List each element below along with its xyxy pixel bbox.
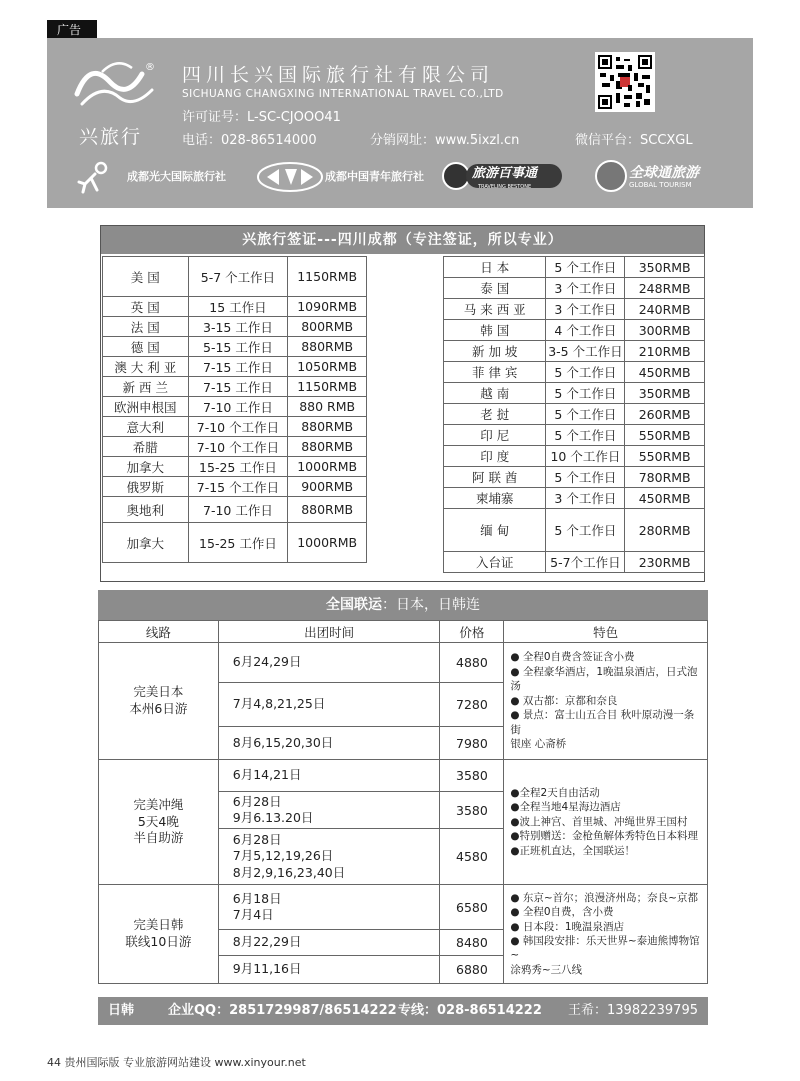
runner-icon bbox=[75, 160, 115, 194]
tour-feature-line: ●全程2天自由活动 bbox=[510, 786, 600, 799]
tour-features bbox=[504, 643, 708, 760]
tour-dates bbox=[218, 956, 440, 984]
visa-country: 新 西 兰 bbox=[103, 377, 189, 397]
ad-label: 广告 bbox=[47, 20, 97, 40]
tour-price: 4880 bbox=[440, 643, 504, 683]
visa-duration: 7-10 个工作日 bbox=[188, 437, 288, 457]
visa-price: 1150RMB bbox=[288, 257, 367, 297]
contact-hotline: 专线：028-86514222 bbox=[398, 1003, 542, 1018]
visa-price: 1150RMB bbox=[288, 377, 367, 397]
visa-country: 奥地利 bbox=[103, 497, 189, 523]
visa-duration: 5 个工作日 bbox=[546, 383, 625, 404]
tour-feature-line: ● 景点：富士山五合目 秋叶原动漫一条街 bbox=[510, 709, 695, 736]
tour-route-line: 5天4晚 bbox=[137, 813, 179, 829]
visa-country: 德 国 bbox=[103, 337, 189, 357]
visa-price: 260RMB bbox=[625, 404, 705, 425]
visa-row bbox=[103, 523, 367, 563]
partner-baishitong bbox=[442, 160, 562, 192]
visa-row bbox=[444, 362, 705, 383]
visa-section bbox=[100, 225, 705, 582]
visa-country: 俄罗斯 bbox=[103, 477, 189, 497]
visa-row bbox=[444, 446, 705, 467]
visa-row bbox=[103, 297, 367, 317]
registered-mark: ® bbox=[145, 62, 155, 73]
contact-bar bbox=[98, 997, 708, 1025]
col-route: 线路 bbox=[99, 621, 219, 643]
visa-country: 菲 律 宾 bbox=[444, 362, 546, 383]
visa-country: 入台证 bbox=[444, 552, 546, 573]
baishitong-sub: TRAVELING BESTONE bbox=[478, 184, 532, 190]
tour-features bbox=[504, 885, 708, 984]
partner-logos bbox=[47, 160, 753, 192]
visa-row bbox=[444, 552, 705, 573]
visa-duration: 4 个工作日 bbox=[546, 320, 625, 341]
tour-route-line: 半自助游 bbox=[133, 830, 184, 846]
tour-feature-line: ●全程当地4星海边酒店 bbox=[510, 801, 621, 814]
company-banner bbox=[47, 38, 753, 208]
tour-route-line: 联线10日游 bbox=[125, 934, 192, 949]
tour-price: 8480 bbox=[440, 930, 504, 956]
visa-duration: 5-15 工作日 bbox=[188, 337, 288, 357]
tour-feature-line: ● 日本段：1晚温泉酒店 bbox=[510, 920, 625, 933]
visa-country: 新 加 坡 bbox=[444, 341, 546, 362]
tour-row bbox=[99, 760, 708, 792]
tour-date-line: 7月5,12,19,26日 bbox=[232, 848, 334, 864]
visa-price: 880RMB bbox=[288, 417, 367, 437]
global-tourism-sub: GLOBAL TOURISM bbox=[629, 181, 692, 189]
visa-price: 880RMB bbox=[288, 337, 367, 357]
visa-duration: 5 个工作日 bbox=[546, 467, 625, 488]
tour-date-line: 8月6,15,20,30日 bbox=[232, 734, 334, 750]
visa-duration: 3-15 工作日 bbox=[188, 317, 288, 337]
visa-duration: 3 个工作日 bbox=[546, 488, 625, 509]
visa-row bbox=[444, 257, 705, 278]
visa-row bbox=[103, 397, 367, 417]
tour-feature-line: 涂鸦秀~三八线 bbox=[510, 963, 583, 976]
col-price: 价格 bbox=[440, 621, 504, 643]
tour-route-line: 本州6日游 bbox=[129, 701, 188, 716]
visa-country: 越 南 bbox=[444, 383, 546, 404]
logo-name: 兴旅行 bbox=[79, 126, 143, 148]
visa-row bbox=[444, 341, 705, 362]
visa-country: 柬埔寨 bbox=[444, 488, 546, 509]
tour-price: 7280 bbox=[440, 683, 504, 727]
tour-date-line: 7月4,8,21,25日 bbox=[232, 696, 326, 712]
tour-title bbox=[98, 590, 708, 620]
visa-price: 1000RMB bbox=[288, 523, 367, 563]
tour-date-line: 7月4日 bbox=[232, 907, 274, 922]
col-dates: 出团时间 bbox=[218, 621, 440, 643]
contact-qq: 企业QQ：2851729987/86514222 bbox=[168, 1003, 397, 1018]
visa-price: 880 RMB bbox=[288, 397, 367, 417]
tour-date-line: 9月11,16日 bbox=[232, 961, 302, 977]
visa-price: 240RMB bbox=[625, 299, 705, 320]
tour-feature-line: ● 双古都：京都和奈良 bbox=[510, 694, 618, 707]
visa-price: 450RMB bbox=[625, 362, 705, 383]
page-footer: 44 贵州国际版 专业旅游网站建设 www.xinyour.net bbox=[47, 1056, 306, 1069]
visa-row bbox=[103, 477, 367, 497]
tour-dates bbox=[218, 727, 440, 760]
visa-duration: 15 工作日 bbox=[188, 297, 288, 317]
visa-row bbox=[444, 383, 705, 404]
tour-date-line: 6月24,29日 bbox=[232, 654, 302, 670]
visa-duration: 7-10 工作日 bbox=[188, 397, 288, 417]
visa-duration: 5-7个工作日 bbox=[546, 552, 625, 573]
baishitong-name: 旅游百事通 bbox=[466, 164, 562, 188]
company-name-en: SICHUANG CHANGXING INTERNATIONAL TRAVEL CO.,LTD bbox=[182, 88, 504, 100]
globe-icon bbox=[595, 160, 627, 192]
tour-date-line: 6月18日 bbox=[232, 890, 282, 906]
tour-route bbox=[99, 760, 219, 885]
tour-feature-line: ● 韩国段安排：乐天世界~泰迪熊博物馆~ bbox=[510, 935, 700, 962]
visa-price: 1000RMB bbox=[288, 457, 367, 477]
visa-duration: 5 个工作日 bbox=[546, 425, 625, 446]
tour-dates bbox=[218, 760, 440, 792]
visa-row bbox=[444, 278, 705, 299]
company-name-cn: 四川长兴国际旅行社有限公司 bbox=[182, 64, 495, 86]
tour-route-line: 完美日韩 bbox=[133, 917, 184, 933]
visa-country: 美 国 bbox=[103, 257, 189, 297]
tour-route bbox=[99, 885, 219, 984]
visa-price: 280RMB bbox=[625, 509, 705, 552]
visa-country: 加拿大 bbox=[103, 457, 189, 477]
visa-price: 248RMB bbox=[625, 278, 705, 299]
visa-country: 缅 甸 bbox=[444, 509, 546, 552]
visa-country: 阿 联 酋 bbox=[444, 467, 546, 488]
visa-price: 1050RMB bbox=[288, 357, 367, 377]
visa-country: 印 尼 bbox=[444, 425, 546, 446]
tour-row bbox=[99, 643, 708, 683]
tour-feature-line: ●波上神宫、首里城、冲绳世界王国村 bbox=[510, 815, 688, 828]
contact-person: 王希：13982239795 bbox=[568, 1003, 698, 1018]
visa-duration: 15-25 工作日 bbox=[188, 523, 288, 563]
visa-price: 880RMB bbox=[288, 437, 367, 457]
qr-code bbox=[595, 52, 655, 112]
cyts-emblem-icon bbox=[255, 160, 325, 194]
tour-feature-line: 银座 心斋桥 bbox=[510, 738, 567, 751]
tour-title-bold: 全国联运 bbox=[326, 597, 382, 613]
tour-route-line: 完美冲绳 bbox=[133, 796, 184, 812]
visa-price: 800RMB bbox=[288, 317, 367, 337]
visa-country: 马 来 西 亚 bbox=[444, 299, 546, 320]
tour-row bbox=[99, 885, 708, 930]
visa-row bbox=[103, 257, 367, 297]
visa-duration: 7-15 工作日 bbox=[188, 357, 288, 377]
tour-route-line: 完美日本 bbox=[133, 684, 184, 700]
visa-duration: 5 个工作日 bbox=[546, 362, 625, 383]
visa-country: 韩 国 bbox=[444, 320, 546, 341]
visa-row bbox=[103, 417, 367, 437]
tour-price: 7980 bbox=[440, 727, 504, 760]
visa-row bbox=[444, 299, 705, 320]
license-number: 许可证号：L-SC-CJOOO41 bbox=[182, 110, 341, 125]
tour-dates bbox=[218, 792, 440, 829]
visa-price: 550RMB bbox=[625, 425, 705, 446]
visa-row bbox=[444, 488, 705, 509]
tour-price: 6580 bbox=[440, 885, 504, 930]
visa-price: 880RMB bbox=[288, 497, 367, 523]
tour-features bbox=[504, 760, 708, 885]
visa-duration: 7-10 工作日 bbox=[188, 497, 288, 523]
visa-row bbox=[444, 425, 705, 446]
visa-duration: 7-15 个工作日 bbox=[188, 477, 288, 497]
visa-duration: 3 个工作日 bbox=[546, 299, 625, 320]
visa-title: 兴旅行签证---四川成都（专注签证，所以专业） bbox=[101, 226, 704, 254]
visa-table-left bbox=[102, 256, 367, 563]
tour-dates bbox=[218, 643, 440, 683]
tour-dates bbox=[218, 683, 440, 727]
partner-guangda: 成都光大国际旅行社 bbox=[127, 170, 226, 183]
tour-date-line: 6月28日 bbox=[232, 793, 282, 809]
visa-row bbox=[444, 404, 705, 425]
visa-row bbox=[103, 337, 367, 357]
visa-country: 澳 大 利 亚 bbox=[103, 357, 189, 377]
tour-date-line: 6月14,21日 bbox=[232, 767, 302, 783]
visa-row bbox=[444, 509, 705, 552]
visa-duration: 5 个工作日 bbox=[546, 404, 625, 425]
visa-country: 英 国 bbox=[103, 297, 189, 317]
visa-duration: 10 个工作日 bbox=[546, 446, 625, 467]
phone-number: 电话：028-86514000 bbox=[182, 133, 317, 148]
visa-row bbox=[103, 357, 367, 377]
visa-price: 780RMB bbox=[625, 467, 705, 488]
tour-date-line: 8月2,9,16,23,40日 bbox=[232, 864, 346, 880]
visa-price: 450RMB bbox=[625, 488, 705, 509]
visa-price: 900RMB bbox=[288, 477, 367, 497]
visa-country: 法 国 bbox=[103, 317, 189, 337]
visa-country: 泰 国 bbox=[444, 278, 546, 299]
tour-date-line: 8月22,29日 bbox=[232, 934, 302, 950]
visa-row bbox=[103, 457, 367, 477]
partner-global-tourism bbox=[595, 160, 707, 192]
visa-country: 希腊 bbox=[103, 437, 189, 457]
visa-price: 350RMB bbox=[625, 383, 705, 404]
tour-section bbox=[98, 590, 708, 985]
visa-country: 老 挝 bbox=[444, 404, 546, 425]
col-features: 特色 bbox=[504, 621, 708, 643]
visa-duration: 7-15 工作日 bbox=[188, 377, 288, 397]
visa-duration: 7-10 个工作日 bbox=[188, 417, 288, 437]
visa-price: 300RMB bbox=[625, 320, 705, 341]
visa-country: 日 本 bbox=[444, 257, 546, 278]
visa-country: 加拿大 bbox=[103, 523, 189, 563]
visa-row bbox=[103, 497, 367, 523]
tour-price: 3580 bbox=[440, 760, 504, 792]
visa-row bbox=[444, 320, 705, 341]
visa-price: 1090RMB bbox=[288, 297, 367, 317]
visa-row bbox=[444, 467, 705, 488]
visa-country: 意大利 bbox=[103, 417, 189, 437]
tour-feature-line: ● 东京~首尔；浪漫济州岛；奈良~京都 bbox=[510, 891, 698, 904]
visa-price: 350RMB bbox=[625, 257, 705, 278]
tour-date-line: 6月28日 bbox=[232, 832, 282, 848]
visa-duration: 5-7 个工作日 bbox=[188, 257, 288, 297]
visa-price: 550RMB bbox=[625, 446, 705, 467]
tour-route bbox=[99, 643, 219, 760]
tour-title-rest: ：日本，日韩连 bbox=[382, 597, 480, 613]
partner-cyts: 成都中国青年旅行社 bbox=[325, 170, 424, 183]
tour-dates bbox=[218, 885, 440, 930]
visa-row bbox=[103, 437, 367, 457]
tour-date-line: 9月6.13.20日 bbox=[232, 810, 314, 825]
visa-price: 210RMB bbox=[625, 341, 705, 362]
visa-duration: 3 个工作日 bbox=[546, 278, 625, 299]
tour-feature-line: ●正班机直达，全国联运！ bbox=[510, 844, 636, 857]
visa-table-right bbox=[443, 256, 705, 573]
tour-price: 3580 bbox=[440, 792, 504, 829]
contact-tag: 日韩 bbox=[108, 1003, 135, 1018]
distribution-website: 分销网址：www.5ixzl.cn bbox=[370, 133, 520, 148]
visa-duration: 3-5 个工作日 bbox=[546, 341, 625, 362]
visa-price: 230RMB bbox=[625, 552, 705, 573]
visa-duration: 5 个工作日 bbox=[546, 509, 625, 552]
tour-price: 4580 bbox=[440, 829, 504, 885]
tour-feature-line: ●特别赠送：金枪鱼解体秀特色日本料理 bbox=[510, 830, 699, 843]
tour-table bbox=[98, 620, 708, 984]
visa-duration: 5 个工作日 bbox=[546, 257, 625, 278]
visa-country: 欧洲申根国 bbox=[103, 397, 189, 417]
tour-dates bbox=[218, 829, 440, 885]
visa-duration: 15-25 工作日 bbox=[188, 457, 288, 477]
global-tourism-name: 全球通旅游 bbox=[629, 165, 699, 181]
visa-row bbox=[103, 317, 367, 337]
visa-country: 印 度 bbox=[444, 446, 546, 467]
tour-feature-line: ● 全程0自费，含小费 bbox=[510, 906, 614, 919]
tour-price: 6880 bbox=[440, 956, 504, 984]
tour-dates bbox=[218, 930, 440, 956]
tour-feature-line: ● 全程豪华酒店，1晚温泉酒店，日式泡汤 bbox=[510, 665, 698, 693]
tour-feature-line: ● 全程0自费含签证含小费 bbox=[510, 651, 635, 664]
wechat-account: 微信平台：SCCXGL bbox=[575, 133, 693, 148]
visa-row bbox=[103, 377, 367, 397]
